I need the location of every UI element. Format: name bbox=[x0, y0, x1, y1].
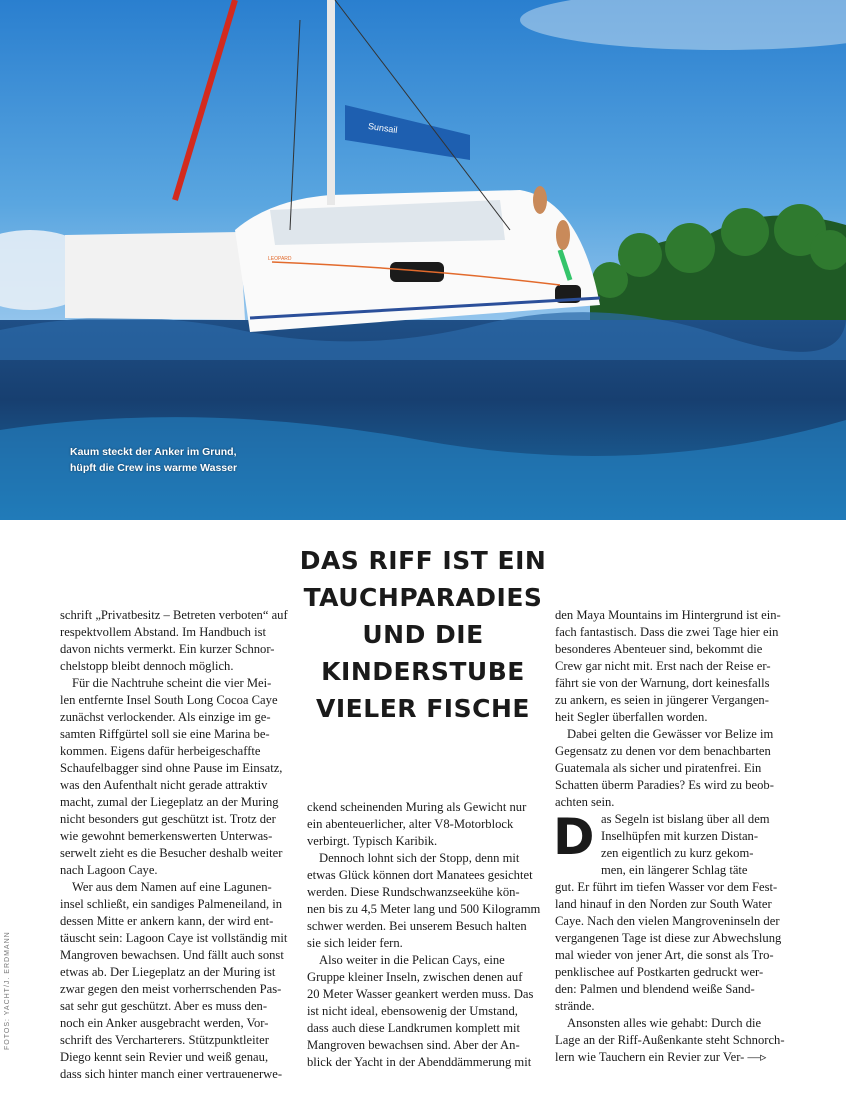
text-line: dass auch diese Landkrumen komplett mit bbox=[307, 1021, 520, 1035]
text-line: sie sich leider fern. bbox=[307, 936, 403, 950]
text-line: as Segeln ist bislang über all dem bbox=[601, 812, 770, 826]
text-line: Guatemala als sicher und piratenfrei. Ein bbox=[555, 761, 762, 775]
text-line: den: Palmen und blendend weiße Sand- bbox=[555, 982, 755, 996]
text-line: kommen. Eigens dafür herbeigeschaffte bbox=[60, 744, 261, 758]
text-line: ist nicht ideal, ebensowenig der Umstand, bbox=[307, 1004, 518, 1018]
photo-caption bbox=[70, 444, 237, 476]
text-line: men, ein längerer Schlag täte bbox=[601, 863, 748, 877]
text-line: zen eigentlich zu kurz gekom- bbox=[601, 846, 754, 860]
text-line: fährt sie von der Warnung, dort keinesfalls bbox=[555, 676, 770, 690]
sail-brand-label: Sunsail bbox=[367, 120, 399, 136]
text-line: fach fantastisch. Dass die zwei Tage hier ein bbox=[555, 625, 779, 639]
text-column-2 bbox=[307, 799, 540, 1071]
text-line: schrift des Vercharterers. Stützpunktleiter bbox=[60, 1033, 269, 1047]
text-column-3 bbox=[555, 607, 788, 811]
text-line: Lage an der Riff-Außenkante steht Schnorch- bbox=[555, 1033, 785, 1047]
text-line: Mangroven bewachsen sind. Aber der An- bbox=[307, 1038, 520, 1052]
text-line: schrift „Privatbesitz – Betreten verboten“ auf bbox=[60, 608, 288, 622]
text-line: dessen Mitte er ankern kann, der wird ent- bbox=[60, 914, 274, 928]
hero-photo bbox=[0, 0, 846, 520]
headline-line: UND DIE bbox=[362, 620, 484, 649]
text-line: Mangroven bewachsen. Und fällt auch sonst bbox=[60, 948, 284, 962]
text-line: heit Segler überfallen worden. bbox=[555, 710, 708, 724]
text-line: penklischee auf Postkarten gedruckt wer- bbox=[555, 965, 764, 979]
caption-line: Kaum steckt der Anker im Grund, bbox=[70, 446, 237, 458]
caption-line: hüpft die Crew ins warme Wasser bbox=[70, 462, 238, 474]
text-line: achten sein. bbox=[555, 795, 615, 809]
text-line: gut. Er führt im tiefen Wasser vor dem Fest- bbox=[555, 880, 778, 894]
headline-line: VIELER FISCHE bbox=[316, 694, 530, 723]
text-line: Schatten überm Paradies? Es wird zu beob- bbox=[555, 778, 774, 792]
text-line: macht, zumal der Liegeplatz an der Muring bbox=[60, 795, 279, 809]
text-line: etwas ab. Der Liegeplatz an der Muring ist bbox=[60, 965, 276, 979]
text-line: Wer aus dem Namen auf eine Lagunen- bbox=[72, 880, 272, 894]
photo-credit: FOTOS: YACHT/J. ERDMANN bbox=[4, 931, 11, 1050]
text-line: ckend scheinenden Muring als Gewicht nur bbox=[307, 800, 527, 814]
text-line: werden. Diese Rundschwanzseekühe kön- bbox=[307, 885, 520, 899]
text-line: schwer werden. Bei unserem Besuch halten bbox=[307, 919, 527, 933]
text-line: zunächst verlockender. Als einzige im ge- bbox=[60, 710, 271, 724]
text-line: dass sich hinter manch einer vertrauenerwe- bbox=[60, 1067, 283, 1081]
text-line: nach Lagoon Caye. bbox=[60, 863, 158, 877]
text-line: lern wie Tauchern ein Revier zur Ver- —▹ bbox=[555, 1050, 767, 1064]
text-line: vergangenen Tage ist diese zur Abwechslung bbox=[555, 931, 782, 945]
text-line: Dennoch lohnt sich der Stopp, denn mit bbox=[319, 851, 520, 865]
text-line: mal wieder von jener Art, die sonst als Tro- bbox=[555, 948, 774, 962]
text-line: etwas Glück können dort Manatees gesichtet bbox=[307, 868, 533, 882]
drop-cap: D bbox=[553, 808, 595, 866]
text-line: Caye. Nach den vielen Mangroveninseln der bbox=[555, 914, 780, 928]
text-line: Schaufelbagger sind ohne Pause im Einsatz, bbox=[60, 761, 283, 775]
text-line: Gruppe kleiner Inseln, zwischen denen auf bbox=[307, 970, 523, 984]
text-line: besonderes Abenteuer sind, bekommt die bbox=[555, 642, 763, 656]
text-line: Diego kennt sein Revier und weiß genau, bbox=[60, 1050, 269, 1064]
text-line: sat sehr gut geschützt. Aber es muss den- bbox=[60, 999, 268, 1013]
text-column-3-lower bbox=[553, 808, 788, 1066]
headline-line: KINDERSTUBE bbox=[321, 657, 525, 686]
text-line: noch ein Anker ausgebracht werden, Vor- bbox=[60, 1016, 269, 1030]
text-line: den Maya Mountains im Hintergrund ist ein- bbox=[555, 608, 781, 622]
text-line: Also weiter in die Pelican Cays, eine bbox=[319, 953, 505, 967]
text-line: samten Riffgürtel soll sie eine Marina be- bbox=[60, 727, 270, 741]
text-line: Inselhüpfen mit kurzen Distan- bbox=[601, 829, 759, 843]
text-line: insel schließt, ein sandiges Palmeneiland, in bbox=[60, 897, 283, 911]
text-line: Ansonsten alles wie gehabt: Durch die bbox=[567, 1016, 762, 1030]
text-line: Gegensatz zu denen vor dem benachbarten bbox=[555, 744, 771, 758]
text-line: chelstopp bleibt dennoch möglich. bbox=[60, 659, 234, 673]
text-line: davon nichts vermerkt. Ein kurzer Schnor- bbox=[60, 642, 275, 656]
text-line: was den Aufenthalt nicht gerade attraktiv bbox=[60, 778, 268, 792]
text-line: wie gewohnt bemerkenswerten Unterwas- bbox=[60, 829, 273, 843]
text-line: Dabei gelten die Gewässer vor Belize im bbox=[567, 727, 774, 741]
headline-line: DAS RIFF IST EIN bbox=[299, 546, 547, 575]
hull-logo-label: LEOPARD bbox=[268, 256, 292, 262]
text-line: ein abenteuerlicher, alter V8-Motorblock bbox=[307, 817, 514, 831]
headline-line: TAUCHPARADIES bbox=[303, 583, 543, 612]
text-line: blick der Yacht in der Abenddämmerung mit bbox=[307, 1055, 532, 1069]
text-line: nicht besonders gut geschützt ist. Trotz der bbox=[60, 812, 276, 826]
text-line: strände. bbox=[555, 999, 595, 1013]
text-line: nen bis zu 4,5 Meter lang und 500 Kilogramm bbox=[307, 902, 541, 916]
text-line: respektvollem Abstand. Im Handbuch ist bbox=[60, 625, 267, 639]
text-line: zu ankern, es seien in jüngerer Vergangen- bbox=[555, 693, 769, 707]
catamaran-photo-icon bbox=[0, 0, 846, 520]
pull-quote-headline bbox=[298, 542, 548, 727]
text-line: land hinauf in den Norden zur South Water bbox=[555, 897, 772, 911]
text-line: 20 Meter Wasser geankert werden muss. Das bbox=[307, 987, 534, 1001]
text-column-1 bbox=[60, 607, 293, 1083]
text-line: verbirgt. Typisch Karibik. bbox=[307, 834, 438, 848]
text-line: täuscht sein: Lagoon Caye ist vollständig mit bbox=[60, 931, 288, 945]
text-line: serwelt zieht es die Besucher deshalb weiter bbox=[60, 846, 283, 860]
text-line: zwar gegen den meist vorherrschenden Pas- bbox=[60, 982, 282, 996]
text-line: Crew gar nicht mit. Erst nach der Reise er- bbox=[555, 659, 771, 673]
text-line: len entfernte Insel South Long Cocoa Caye bbox=[60, 693, 278, 707]
text-line: Für die Nachtruhe scheint die vier Mei- bbox=[72, 676, 272, 690]
